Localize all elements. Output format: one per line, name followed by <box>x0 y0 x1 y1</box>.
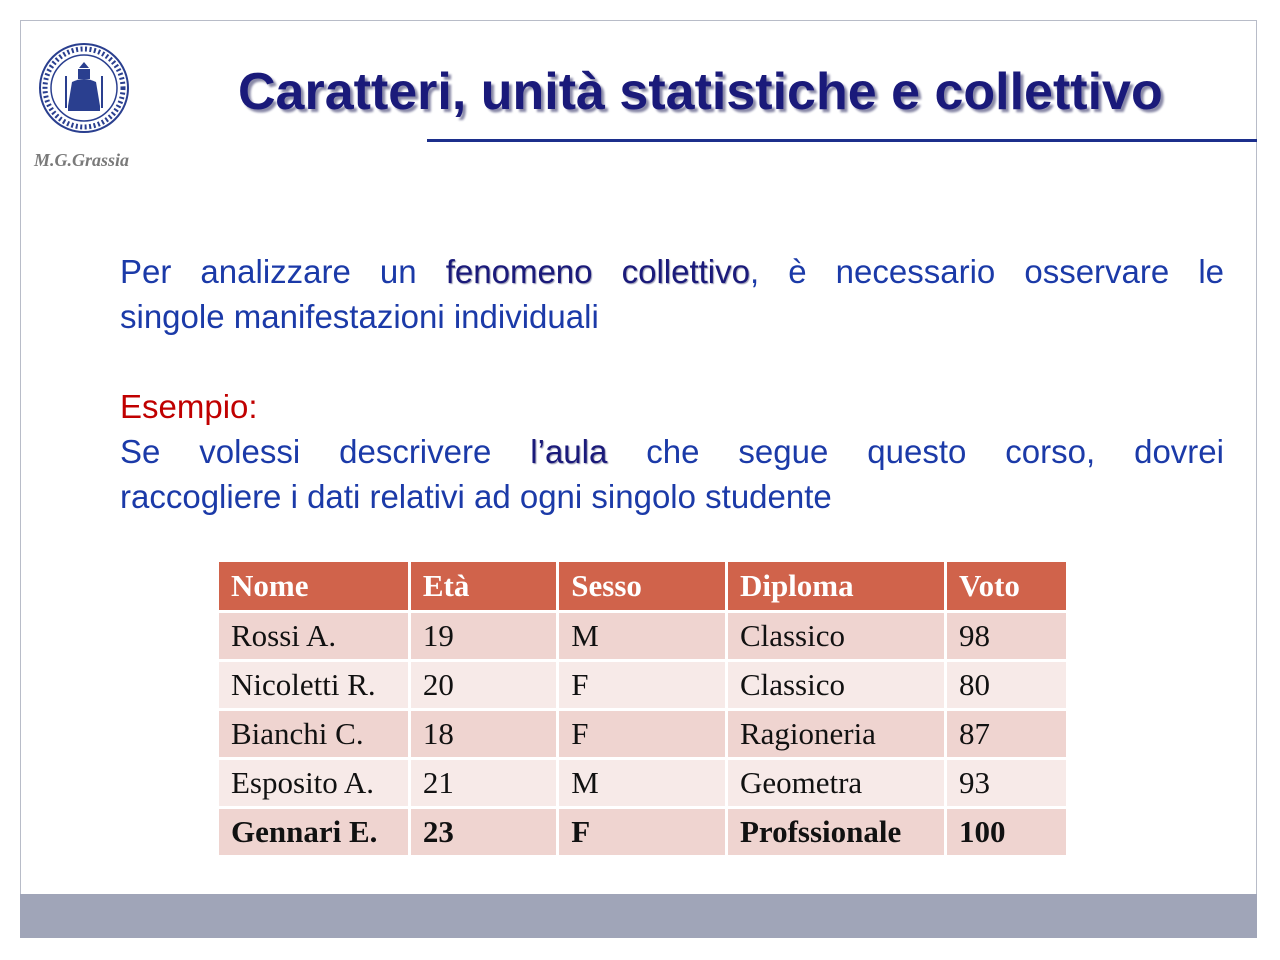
cell-eta: 23 <box>409 808 557 857</box>
header-nome: Nome <box>218 561 410 612</box>
table-row <box>218 808 1068 857</box>
example-text-after: che segue questo corso, dovrei <box>607 433 1224 470</box>
cell-nome: Esposito A. <box>218 759 410 808</box>
header-eta: Età <box>409 561 557 612</box>
cell-diploma: Ragioneria <box>726 710 945 759</box>
header-diploma: Diploma <box>726 561 945 612</box>
university-seal-icon <box>38 42 130 134</box>
cell-voto: 87 <box>946 710 1068 759</box>
cell-sesso: F <box>558 808 727 857</box>
cell-voto: 98 <box>946 612 1068 661</box>
students-table <box>216 559 1069 858</box>
cell-diploma: Classico <box>726 661 945 710</box>
emphasis-collective-phenomenon: fenomeno collettivo <box>445 253 750 290</box>
cell-sesso: F <box>558 710 727 759</box>
cell-voto: 80 <box>946 661 1068 710</box>
cell-diploma: Profssionale <box>726 808 945 857</box>
cell-voto: 93 <box>946 759 1068 808</box>
cell-eta: 21 <box>409 759 557 808</box>
table-row <box>218 710 1068 759</box>
example-text-before: Se volessi descrivere <box>120 433 531 470</box>
cell-diploma: Geometra <box>726 759 945 808</box>
table-header-row <box>218 561 1068 612</box>
cell-sesso: M <box>558 612 727 661</box>
cell-eta: 18 <box>409 710 557 759</box>
cell-eta: 20 <box>409 661 557 710</box>
slide-title: Caratteri, unità statistiche e collettivo <box>238 63 1163 121</box>
emphasis-classroom: l’aula <box>530 433 608 470</box>
example-label: Esempio: <box>120 388 258 425</box>
header-voto: Voto <box>946 561 1068 612</box>
title-underline <box>427 139 1257 142</box>
cell-sesso: M <box>558 759 727 808</box>
cell-diploma: Classico <box>726 612 945 661</box>
cell-nome: Nicoletti R. <box>218 661 410 710</box>
cell-nome: Rossi A. <box>218 612 410 661</box>
footer-bar <box>20 894 1257 938</box>
table-row <box>218 759 1068 808</box>
header-sesso: Sesso <box>558 561 727 612</box>
example-line-1 <box>120 429 1224 474</box>
intro-line-2: singole manifestazioni individuali <box>120 298 599 335</box>
example-line-2: raccogliere i dati relativi ad ogni singolo studente <box>120 478 832 515</box>
table-row <box>218 661 1068 710</box>
cell-nome: Gennari E. <box>218 808 410 857</box>
intro-text-after: , è necessario osservare le <box>749 253 1224 290</box>
author-name: M.G.Grassia <box>34 150 130 170</box>
intro-text-before: Per analizzare un <box>120 253 446 290</box>
table-row <box>218 612 1068 661</box>
cell-nome: Bianchi C. <box>218 710 410 759</box>
cell-eta: 19 <box>409 612 557 661</box>
cell-voto: 100 <box>946 808 1068 857</box>
example-paragraph <box>120 384 1224 519</box>
cell-sesso: F <box>558 661 727 710</box>
intro-paragraph <box>120 249 1224 339</box>
intro-line-1 <box>120 249 1224 294</box>
